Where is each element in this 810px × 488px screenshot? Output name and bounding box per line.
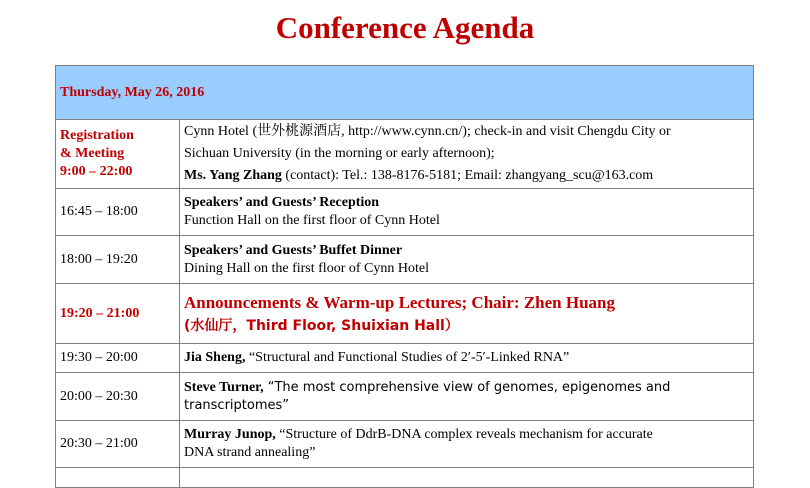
registration-detail-cell [180, 120, 754, 189]
table-row [56, 373, 754, 421]
session-detail [180, 284, 754, 344]
registration-line1: Cynn Hotel (世外桃源酒店, http://www.cynn.cn/); check-in and visit Chengdu City or [184, 124, 671, 139]
contact-details: (contact): Tel.: 138-8176-5181; Email: zhangyang_scu@163.com [281, 168, 654, 183]
session-time: 19:20 – 21:00 [56, 284, 180, 344]
table-row-partial [56, 468, 754, 488]
registration-label-cell [56, 120, 180, 189]
talk-time: 19:30 – 20:00 [56, 344, 180, 373]
talk-detail [180, 344, 754, 373]
table-row [56, 236, 754, 284]
row-detail [180, 189, 754, 236]
talk-title: “Structural and Functional Studies of 2′-5′-Linked RNA” [245, 350, 570, 365]
row-title: Speakers’ and Guests’ Reception [184, 195, 380, 210]
talk-title-line1: “The most comprehensive view of genomes, epigenomes and [263, 379, 671, 395]
row-location: Dining Hall on the first floor of Cynn Hotel [184, 260, 429, 276]
talk-detail [180, 421, 754, 468]
talk-title-line1: “Structure of DdrB-DNA complex reveals mechanism for accurate [275, 427, 653, 442]
row-time: 16:45 – 18:00 [56, 189, 180, 236]
row-time: 18:00 – 19:20 [56, 236, 180, 284]
registration-contact [184, 165, 749, 187]
talk-speaker: Jia Sheng, [184, 350, 246, 365]
registration-label-line2: & Meeting [60, 146, 125, 161]
registration-line2: Sichuan University (in the morning or early afternoon); [184, 146, 495, 161]
agenda-table [55, 65, 754, 488]
talk-time: 20:30 – 21:00 [56, 421, 180, 468]
row-title: Speakers’ and Guests’ Buffet Dinner [184, 242, 403, 258]
registration-row [56, 120, 754, 189]
registration-label-line1: Registration [60, 128, 134, 143]
talk-title-line2: DNA strand annealing” [184, 445, 316, 460]
empty-cell [180, 468, 754, 488]
page-title: Conference Agenda [275, 10, 535, 45]
table-row [56, 421, 754, 468]
day-header: Thursday, May 26, 2016 [56, 66, 754, 120]
day-header-row [56, 66, 754, 120]
table-row [56, 344, 754, 373]
empty-cell [56, 468, 180, 488]
talk-time: 20:00 – 20:30 [56, 373, 180, 421]
session-location: (水仙厅，Third Floor, Shuixian Hall） [184, 317, 459, 334]
talk-speaker: Murray Junop, [184, 427, 276, 442]
session-row [56, 284, 754, 344]
contact-name: Ms. Yang Zhang [184, 168, 282, 183]
session-title: Announcements & Warm-up Lectures; Chair: Zhen Huang [184, 292, 616, 312]
talk-speaker: Steve Turner, [184, 379, 264, 395]
row-location: Function Hall on the first floor of Cynn Hotel [184, 213, 440, 228]
row-detail [180, 236, 754, 284]
talk-title-line2: transcriptomes” [184, 397, 289, 413]
registration-time: 9:00 – 22:00 [60, 164, 133, 179]
talk-detail [180, 373, 754, 421]
table-row [56, 189, 754, 236]
